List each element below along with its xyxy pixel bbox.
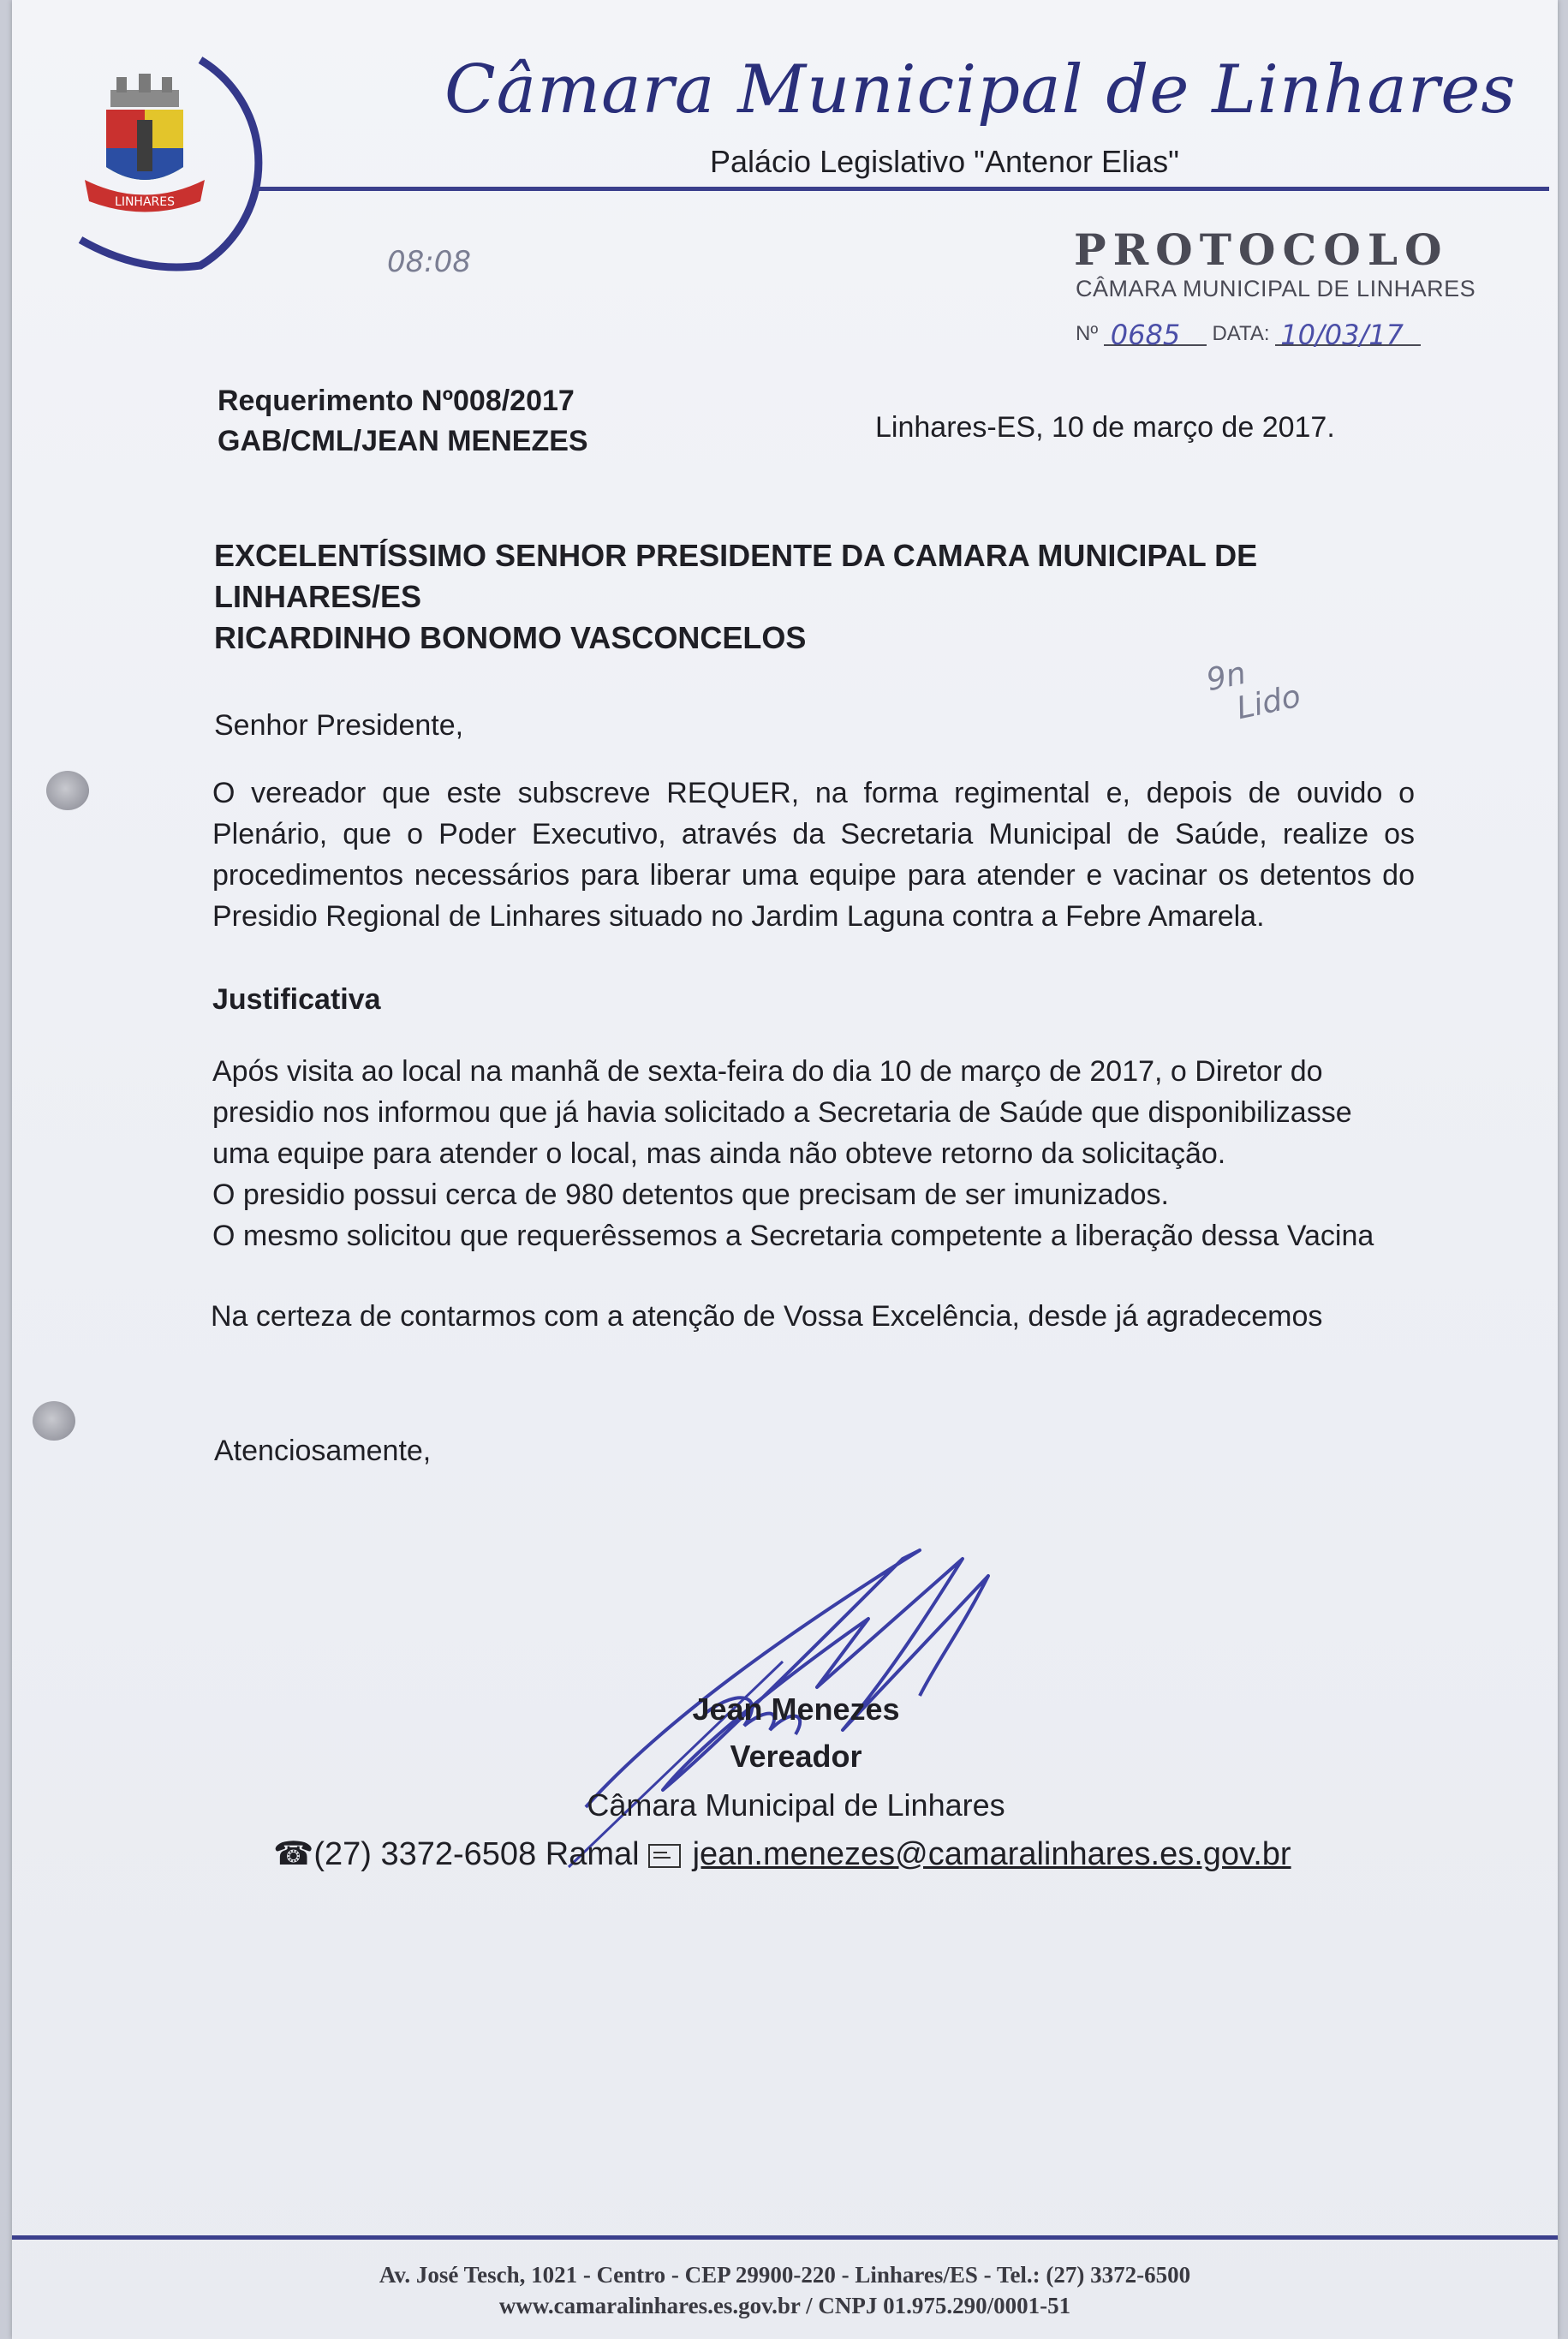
addressee-line-1: EXCELENTÍSSIMO SENHOR PRESIDENTE DA CAMARA MUNICIPAL DE (214, 538, 1258, 573)
municipal-crest-logo (63, 51, 286, 283)
addressee-line-2: LINHARES/ES (214, 579, 422, 614)
punch-hole-bottom (33, 1401, 75, 1441)
signatory-name: Jean Menezes (692, 1692, 900, 1727)
reference-block (218, 381, 588, 462)
punch-hole-top (46, 771, 89, 810)
email-link[interactable]: jean.menezes@camaralinhares.es.gov.br (692, 1836, 1291, 1872)
footer (12, 2259, 1558, 2321)
justification-text (212, 1051, 1446, 1256)
office-reference: GAB/CML/JEAN MENEZES (218, 425, 588, 457)
handwritten-margin-note-1: 9n (1203, 655, 1249, 699)
protocol-stamp-fields (1076, 319, 1421, 351)
handwritten-time-note: 08:08 (387, 245, 471, 279)
phone-number: (27) 3372-6508 Ramal (313, 1836, 640, 1872)
request-paragraph: O vereador que este subscreve REQUER, na forma regimental e, depois de ouvido o Plenário, que o Poder Executivo, através da Secretaria Municipal de Saúde, realize os procedimentos necessários para liberar uma equipe para atender e vacinar os detentos do Presidio Regional de Linhares situado no Jardim Laguna contra a Febre Amarela. (212, 777, 1415, 933)
protocol-date-label: DATA: (1212, 322, 1270, 345)
justification-line: O presidio possui cerca de 980 detentos que precisam de ser imunizados. (212, 1178, 1169, 1211)
salutation: Senhor Presidente, (214, 709, 464, 742)
addressee-line-3: RICARDINHO BONOMO VASCONCELOS (214, 620, 807, 655)
justification-line: uma equipe para atender o local, mas ainda não obteve retorno da solicitação. (212, 1137, 1226, 1170)
protocol-number-label: Nº (1076, 322, 1099, 345)
crest-label: LINHARES (115, 195, 175, 209)
signatory-organization: Câmara Municipal de Linhares (587, 1787, 1005, 1823)
justification-heading: Justificativa (212, 983, 381, 1016)
envelope-icon (648, 1844, 681, 1868)
footer-divider (12, 2235, 1558, 2240)
page-title: Câmara Municipal de Linhares (444, 51, 1517, 128)
protocol-stamp-title: PROTOCOLO (1074, 224, 1449, 275)
protocol-stamp-subtitle: CÂMARA MUNICIPAL DE LINHARES (1076, 276, 1476, 301)
footer-address: Av. José Tesch, 1021 - Centro - CEP 29900-220 - Linhares/ES - Tel.: (27) 3372-6500 (379, 2262, 1191, 2288)
protocol-number-value: 0685 (1110, 319, 1181, 351)
contact-line (273, 1835, 1291, 1873)
protocol-date-value: 10/03/17 (1280, 319, 1404, 351)
closing-sentence: Na certeza de contarmos com a atenção de Vossa Excelência, desde já agradecemos (211, 1300, 1323, 1333)
signatory-role: Vereador (730, 1739, 862, 1774)
addressee-block (214, 535, 1257, 659)
footer-website-cnpj: www.camaralinhares.es.gov.br / CNPJ 01.975.290/0001-51 (498, 2293, 1071, 2318)
page-subtitle: Palácio Legislativo "Antenor Elias" (710, 144, 1179, 179)
regards: Atenciosamente, (214, 1435, 432, 1467)
handwritten-margin-note-2: Lido (1233, 678, 1304, 727)
phone-icon: ☎ (273, 1836, 314, 1872)
request-number: Requerimento Nº008/2017 (218, 385, 575, 417)
place-and-date: Linhares-ES, 10 de março de 2017. (875, 411, 1335, 444)
document-sheet (12, 0, 1558, 2339)
justification-line: presidio nos informou que já havia solicitado a Secretaria de Saúde que disponibilizasse (212, 1096, 1352, 1129)
justification-line: Após visita ao local na manhã de sexta-feira do dia 10 de março de 2017, o Diretor do (212, 1055, 1323, 1088)
justification-line: O mesmo solicitou que requerêssemos a Secretaria competente a liberação dessa Vacina (212, 1220, 1374, 1252)
header-divider (256, 187, 1549, 191)
